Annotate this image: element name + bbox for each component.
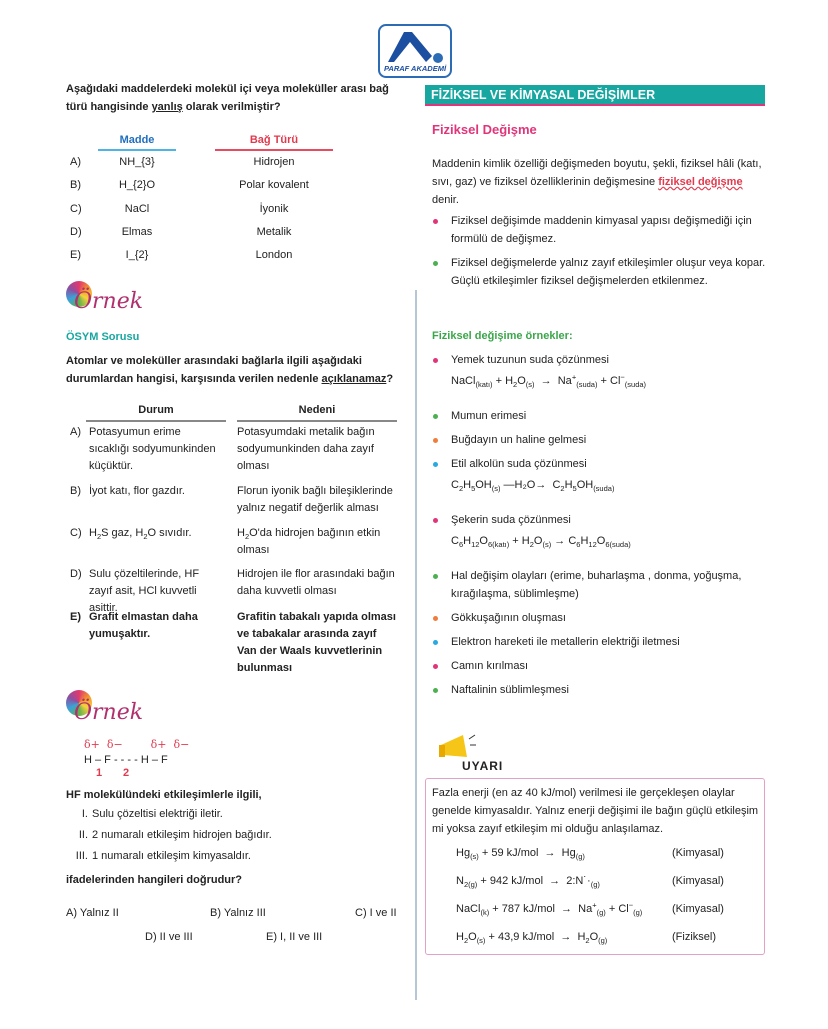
intro-text: Maddenin kimlik özelliği değişmeden boyutu, şekli, fiziksel hâli (katı, sıvı, gaz) ve fiziksel özelliklerinin değişmesine	[432, 158, 762, 188]
neden-cell: $H_2O'da$ hidrojen bağının etkin olması	[237, 527, 381, 556]
reaction-type: (Fiziksel)	[672, 931, 716, 943]
question-1-stem	[66, 80, 406, 116]
neden-cell: Potasyumdaki metalik bağın sodyumunkinden daha zayıf olması	[237, 426, 375, 472]
example-formula: $C_6H_{12}O_{6(katı)} + H_2O_{(s)} \to C_6H_{12}O_{6(suda)}$	[451, 535, 631, 550]
option-b[interactable]: B) Yalnız III	[210, 907, 266, 919]
option-a[interactable]: A) Yalnız II	[66, 907, 119, 919]
statement-number: III.	[75, 850, 88, 862]
example-item: Elektron hareketi ile metallerin elektriği iletmesi	[451, 636, 680, 648]
col-durum-header: Durum	[138, 404, 174, 416]
bullet-text: Fiziksel değişmelerde yalnız zayıf etkileşimler oluşur veya kopar. Güçlü etkileşimler fiziksel değişmelerden etkilenmez.	[451, 257, 766, 287]
intro-paragraph	[432, 155, 764, 209]
option-label[interactable]: B)	[70, 485, 81, 497]
option-label[interactable]: A)	[70, 156, 81, 168]
bag-cell: İyonik	[259, 203, 289, 215]
madde-cell: NH_{3}	[119, 156, 155, 168]
osym-source: ÖSYM Sorusu	[66, 331, 140, 343]
divider	[215, 149, 333, 151]
option-label[interactable]: C)	[70, 527, 82, 539]
bullet-dot-icon	[433, 664, 438, 669]
examples-title: Fiziksel değişime örnekler:	[432, 330, 573, 342]
logo-text: PARAF AKADEMİ	[383, 64, 447, 73]
bullet-dot-icon	[433, 574, 438, 579]
madde-cell: NaCl	[124, 203, 150, 215]
option-label[interactable]: E)	[70, 249, 81, 261]
example-item: Hal değişim olayları (erime, buharlaşma , donma, yoğuşma, kırağılaşma, süblimleşme)	[451, 570, 742, 600]
interaction-number-1: 1	[96, 767, 103, 779]
durum-cell: İyot katı, flor gazdır.	[89, 485, 185, 497]
reaction-equation: NaCl$_{(k)}$ + 787 $kJ/mol \to Na^+_{(g)} + Cl^-_{(g)}$	[456, 900, 643, 918]
option-e[interactable]: E) I, II ve III	[266, 931, 323, 943]
statement-text: 1 numaralı etkileşim kimyasaldır.	[92, 850, 251, 862]
example-item: Etil alkolün suda çözünmesi	[451, 458, 587, 470]
reaction-type: (Kimyasal)	[672, 903, 724, 915]
bullet-dot-icon	[433, 518, 438, 523]
option-d[interactable]: D) II ve III	[145, 931, 193, 943]
col-madde-header: Madde	[119, 134, 155, 146]
example-formula: $C_2H_5OH_{(s)}$ ―H₂O→ $C_2H_5OH_{(suda)}$	[451, 479, 615, 494]
option-label[interactable]: A)	[70, 426, 81, 438]
col-nedeni-header: Nedeni	[298, 404, 336, 416]
logo-mark-icon	[382, 28, 452, 68]
example-item: Şekerin suda çözünmesi	[451, 514, 571, 526]
section-header: FİZİKSEL VE KİMYASAL DEĞİŞİMLER	[425, 85, 765, 106]
question-2-stem	[66, 352, 406, 388]
q2-text: Atomlar ve moleküller arasındaki bağlarla ilgili aşağıdaki durumlardan hangisi, karşısında verilen nedenle	[66, 355, 362, 385]
example-item: Camın kırılması	[451, 660, 529, 672]
durum-cell: Sulu çözeltilerinde, HF zayıf asit, HCl kuvvetli asittir.	[89, 568, 200, 614]
partial-charges: δ+ δ− δ+ δ−	[84, 738, 190, 751]
example-2-question: ifadelerinden hangileri doğrudur?	[66, 874, 243, 886]
bullet-dot-icon	[433, 219, 438, 224]
reaction-equation: $Hg_{(s)} + 59$ $kJ/mol \to Hg_{(g)}$	[456, 847, 585, 862]
bag-cell: Metalik	[256, 226, 292, 238]
madde-cell: H_{2}O	[118, 179, 156, 191]
col-bag-header: Bağ Türü	[249, 134, 299, 146]
bullet-dot-icon	[433, 438, 438, 443]
q1-underlined: yanlış	[151, 101, 183, 113]
divider	[86, 420, 226, 422]
example-1-title: Örnek	[74, 289, 144, 314]
madde-cell: I_{2}	[125, 249, 149, 261]
neden-cell: Grafitin tabakalı yapıda olması ve tabakalar arasında zayıf Van der Waals kuvvetlerinin bulunması	[237, 611, 396, 674]
option-label[interactable]: C)	[70, 203, 82, 215]
warning-title: UYARI	[462, 759, 504, 773]
divider	[98, 149, 176, 151]
durum-cell: Potasyumun erime sıcaklığı sodyumunkinden küçüktür.	[89, 426, 216, 472]
intro-text-end: denir.	[432, 194, 459, 206]
q2-underlined: açıklanamaz	[321, 373, 387, 385]
durum-cell: Grafit elmastan daha yumuşaktır.	[89, 611, 198, 640]
intro-highlight: fiziksel değişme	[658, 176, 743, 188]
bullet-dot-icon	[433, 688, 438, 693]
option-label[interactable]: E)	[70, 611, 81, 623]
reaction-equation: $N_{2(g)} + 942$ $kJ/mol \to 2:N˙\cdot_{(g)}$	[456, 875, 600, 890]
example-item: Yemek tuzunun suda çözünmesi	[451, 354, 609, 366]
option-label[interactable]: D)	[70, 568, 82, 580]
option-c[interactable]: C) I ve II	[355, 907, 397, 919]
statement-number: II.	[78, 829, 88, 841]
madde-cell: Elmas	[121, 226, 153, 238]
option-label[interactable]: D)	[70, 226, 82, 238]
example-2-title: Örnek	[74, 700, 144, 725]
bag-cell: Polar kovalent	[239, 179, 309, 191]
bullet-text: Fiziksel değişimde maddenin kimyasal yapısı değişmediği için formülü de değişmez.	[451, 215, 752, 245]
example-2-stem: HF molekülündeki etkileşimlerle ilgili,	[66, 789, 262, 801]
reaction-equation: $H_2O_{(s)} + 43,9$ $kJ/mol \to H_2O_{(g)}$	[456, 931, 608, 946]
neden-cell: Hidrojen ile flor arasındaki bağın daha kuvvetli olması	[237, 568, 395, 597]
durum-cell: $H_2S$ gaz, $H_2O$ sıvıdır.	[89, 527, 192, 542]
reaction-type: (Kimyasal)	[672, 847, 724, 859]
bullet-dot-icon	[433, 414, 438, 419]
bullet-dot-icon	[433, 261, 438, 266]
neden-cell: Florun iyonik bağlı bileşiklerinde yalnız negatif değerlik alması	[237, 485, 393, 514]
q2-text-end: ?	[386, 373, 394, 385]
reaction-type: (Kimyasal)	[672, 875, 724, 887]
bag-cell: London	[255, 249, 293, 261]
example-formula: NaCl$_{(katı)}$ + $H_2O_{(s)} \to Na^+_{(suda)} + Cl^-_{(suda)}$	[451, 372, 647, 390]
example-item: Buğdayın un haline gelmesi	[451, 434, 587, 446]
statement-text: 2 numaralı etkileşim hidrojen bağıdır.	[92, 829, 272, 841]
q1-text: Aşağıdaki maddelerdeki molekül içi veya moleküller arası bağ türü hangisinde	[66, 83, 389, 113]
bullet-dot-icon	[433, 640, 438, 645]
bag-cell: Hidrojen	[253, 156, 295, 168]
interaction-number-2: 2	[123, 767, 130, 779]
bullet-dot-icon	[433, 358, 438, 363]
option-label[interactable]: B)	[70, 179, 81, 191]
example-item: Naftalinin süblimleşmesi	[451, 684, 569, 696]
statement-number: I.	[81, 808, 88, 820]
paraf-akademi-logo	[378, 24, 452, 78]
hf-structure: H – F - - - - H – F	[84, 754, 168, 766]
divider	[237, 420, 397, 422]
column-divider	[415, 290, 417, 1000]
bullet-dot-icon	[433, 616, 438, 621]
warning-text: Fazla enerji (en az 40 kJ/mol) verilmesi ile gerçekleşen olaylar genelde kimyasaldır. Yalnız enerji değişimi ile bağın güçlü etkileşim mi yoksa zayıf etkileşim mi olduğu anlaşılamaz.	[432, 787, 759, 835]
statement-text: Sulu çözeltisi elektriği iletir.	[92, 808, 223, 820]
q1-text-end: olarak verilmiştir?	[182, 101, 281, 113]
subtitle: Fiziksel Değişme	[432, 122, 537, 137]
example-item: Mumun erimesi	[451, 410, 527, 422]
bullet-dot-icon	[433, 462, 438, 467]
example-item: Gökkuşağının oluşması	[451, 612, 566, 624]
